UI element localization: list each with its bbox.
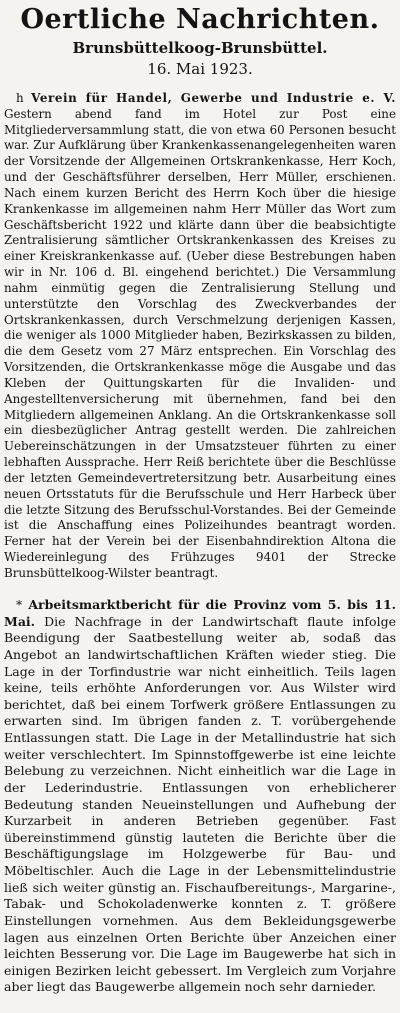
paragraph-body: Gestern abend fand im Hotel zur Post eine Mitgliederversammlung statt, die von etwa 60 Personen besucht war. Zur Aufklärung über Krankenkassenangelegenheiten waren der Vorsitzende der Allgemeinen Ortskrankenkasse, Herr Koch, und der Geschäftsführer derselben, Herr Müller, erschienen. Nach einem kurzen Bericht des Herrn Koch über die hiesige Krankenkasse im allgemeinen nahm Herr Müller das Wort zum Geschäftsbericht 1922 und klärte dann über die beabsichtigte Zentralisierung sämtlicher Ortskrankenkassen des Kreises zu einer Kreiskrankenkasse auf. (Ueber diese Bestrebungen haben wir in Nr. 106 d. Bl. eingehend berichtet.) Die Versammlung nahm einmütig gegen die Zentralisierung Stellung und unterstützte den Vorschlag des Zweckverbandes der Ortskrankenkassen, durch Verschmelzung derjenigen Kassen, die weniger als 1000 Mitglieder haben, Bezirkskassen zu bilden, die dem Gesetz vom 27 März entsprechen. Ein Vorschlag des Vorsitzenden, die Ortskrankenkasse möge die Ausgabe und das Kleben der Quittungskarten für die Invaliden- und Angestelltenversicherung mit übernehmen, fand bei den Mitgliedern allgemeinen Anklang. An die Ortskrankenkasse soll ein diesbezüglicher Antrag gestellt werden. Die zahlreichen Uebereinschätzungen in der Umsatzsteuer führten zu einer lebhaften Aussprache. Herr Reiß berichtete über die Beschlüsse der letzten Gemeindevertretersitzung betr. Ausarbeitung eines neuen Ortsstatuts für die Berufsschule und Herr Harbeck über die letzte Sitzung des Berufsschul-Vorstandes. Bei der Gemeinde ist die Anschaffung eines Polizeihundes beantragt worden. Ferner hat der Verein bei der Eisenbahndirektion Altona die Wiedereinlegung des Frühzuges 9401 der Strecke Brunsbüttelkoog-Wilster beantragt. — [4, 106, 396, 580]
paragraph-marker: * — [16, 597, 23, 612]
paragraph-lead: Arbeitsmarktbericht für die Provinz vom 5. bis 11. Mai. — [4, 597, 396, 629]
paragraph — [4, 597, 396, 996]
article-verein-handel — [4, 91, 396, 582]
paragraph — [4, 91, 396, 582]
dateline: 16. Mai 1923. — [147, 60, 253, 78]
section-title: Oertliche Nachrichten. — [20, 4, 380, 35]
paragraph-marker: h — [16, 91, 24, 105]
locality-heading: Brunsbüttelkoog-Brunsbüttel. — [72, 39, 328, 57]
paragraph-lead: Verein für Handel, Gewerbe und Industrie e. V. — [31, 91, 397, 105]
article-arbeitsmarkt — [4, 597, 396, 996]
paragraph-body: Die Nachfrage in der Landwirtschaft flaute infolge Beendigung der Saatbestellung weiter ab, sodaß das Angebot an landwirtschaftlichen Kräften wieder stieg. Die Lage in der Torfindustrie war nicht einheitlich. Teils lagen keine, teils erhöhte Anforderungen vor. Aus Wilster wird berichtet, daß bei einem Torfwerk größere Entlassungen zu erwarten sind. Im übrigen fanden z. T. vorübergehende Entlassungen statt. Die Lage in der Metallindustrie hat sich weiter verschlechtert. Im Spinnstoffgewerbe ist eine leichte Belebung zu verzeichnen. Nicht einheitlich war die Lage in der Lederindustrie. Entlassungen von erheblicherer Bedeutung standen Neueinstellungen und Aufhebung der Kurzarbeit in anderen Betrieben gegenüber. Fast übereinstimmend günstig lauteten die Berichte über die Beschäftigungslage im Holzgewerbe für Bau- und Möbeltischler. Auch die Lage in der Lebensmittelindustrie ließ sich weiter günstig an. Fischaufbereitungs-, Margarine-, Tabak- und Schokoladenwerke konnten z. T. größere Einstellungen vornehmen. Aus dem Bekleidungsgewerbe lagen aus einzelnen Orten Berichte über Anzeichen einer leichten Besserung vor. Die Lage im Baugewerbe hat sich in einigen Bezirken leicht gebessert. Im Vergleich zum Vorjahre aber liegt das Baugewerbe allgemein noch sehr darnieder. — [4, 613, 396, 995]
